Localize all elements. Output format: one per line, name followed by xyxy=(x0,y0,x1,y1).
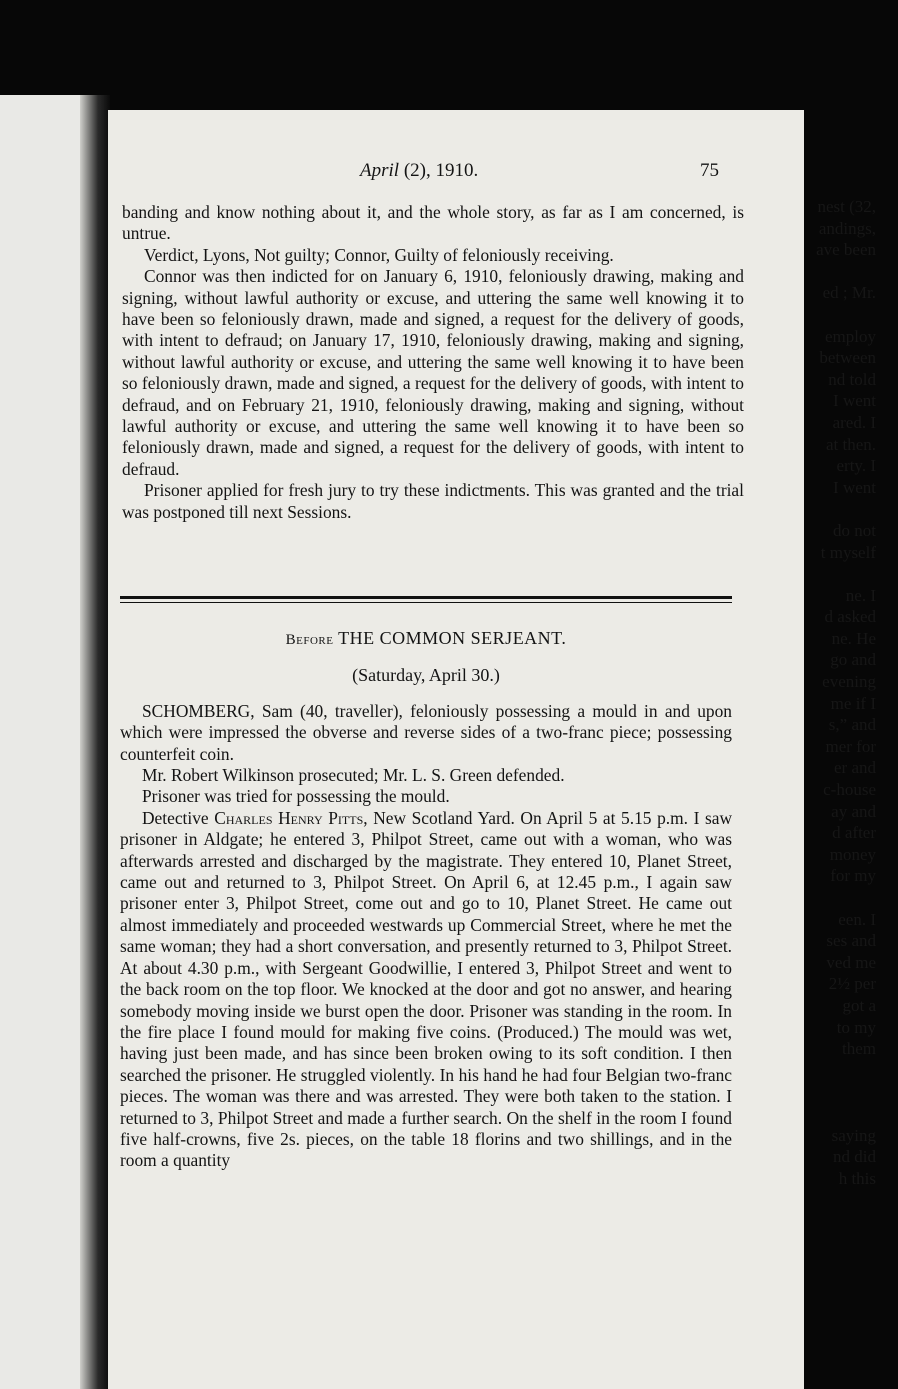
left-page-line: ne. He xyxy=(831,628,876,648)
session-date: (Saturday, April 30.) xyxy=(352,665,500,686)
left-page-line: for my xyxy=(830,866,876,886)
document-page xyxy=(108,110,804,1389)
left-page-line: them xyxy=(842,1039,876,1059)
section-divider xyxy=(120,596,732,603)
left-page-line: d after xyxy=(832,823,876,843)
page-number: 75 xyxy=(700,160,719,181)
left-page-line: me if I xyxy=(830,693,876,713)
left-page-line: employ xyxy=(825,326,876,346)
left-page-line: ared. I xyxy=(832,412,876,432)
left-page-line: I went xyxy=(833,391,876,411)
paragraph-charge: SCHOMBERG, Sam (40, traveller), feloniously possessing a mould in and upon which were impressed the obverse and reverse sides of a two-franc piece; possessing counterfeit coin. xyxy=(120,700,732,764)
left-page-line: money xyxy=(829,844,876,864)
left-page-line: I went xyxy=(833,477,876,497)
running-header xyxy=(108,160,804,190)
left-page-line: ne. I xyxy=(845,585,876,605)
trial-section xyxy=(120,628,732,1172)
left-page-line: do not xyxy=(833,520,876,540)
court-heading: Before THE COMMON SERJEANT. xyxy=(285,628,567,648)
left-page-fragment xyxy=(0,95,92,1389)
left-page-line: evening xyxy=(822,672,876,692)
continuation-text xyxy=(122,202,744,523)
left-page-line: nd told xyxy=(828,369,876,389)
left-page-line: go and xyxy=(830,650,876,670)
left-page-line: ved me xyxy=(826,952,876,972)
left-page-line: er and xyxy=(833,758,876,778)
paragraph-testimony: Detective Charles Henry Pitts, New Scotland Yard. On April 5 at 5.15 p.m. I saw prisoner in Aldgate; he entered 3, Philpot Street, came out with a woman, who was afterwards arrested and discharged by the magistrate. They entered 10, Planet Street, came out and returned to 3, Philpot Street. On April 6, at 12.45 p.m., I again saw prisoner enter 3, Philpot Street, come out and go to 10, Planet Street. He came out almost immediately and proceeded westwards up Commercial Street, where he met the same woman; they had a short conversation, and presently returned to 3, Philpot Street. At about 4.30 p.m., with Sergeant Goodwillie, I entered 3, Philpot Street and went to the back room on the top floor. We knocked at the door and got no answer, and hearing somebody moving inside we burst open the door. Prisoner was standing in the room. In the fire place I found mould for making five coins. (Produced.) The mould was wet, having just been made, and has since been broken owing to its soft condition. I then searched the prisoner. He struggled violently. In his hand he had four Belgian two-franc pieces. The woman was there and was arrested. They were both taken to the station. I returned to 3, Philpot Street and made a further search. On the shelf in the room I found five half-crowns, five 2s. pieces, on the table 18 florins and two shillings, and in the room a quantity xyxy=(120,807,733,1171)
left-page-line: nd did xyxy=(833,1147,876,1167)
left-page-line: at then. xyxy=(825,434,876,454)
paragraph-indictment: Connor was then indicted for on January 6, 1910, feloniously drawing, making and signing, without lawful authority or excuse, and uttering the same well knowing it to have been so feloniously drawn, made and signed, a request for the delivery of goods, with intent to defraud; on January 17, 1910, feloniously drawing, making and signing, without lawful authority or excuse, and uttering the same well knowing it to have been so feloniously drawn, made and signed, a request for the delivery of goods, with intent to defraud, and on February 21, 1910, feloniously drawing, making and signing, without lawful authority or excuse, and uttering the same well knowing it to have been so feloniously drawn, made and signed, a request for the delivery of goods, with intent to defraud. xyxy=(122,266,744,479)
left-page-line: s,” and xyxy=(828,715,876,735)
witness-name: Charles Henry Pitts xyxy=(214,807,364,828)
left-page-line: between xyxy=(819,348,876,368)
left-page-line: ses and xyxy=(826,931,876,951)
left-page-line: ed ; Mr. xyxy=(822,283,876,303)
left-page-line: een. I xyxy=(838,909,876,929)
left-page-line: c-house xyxy=(823,780,876,800)
paragraph-tried: Prisoner was tried for possessing the mould. xyxy=(142,786,450,807)
paragraph-verdict: Verdict, Lyons, Not guilty; Connor, Guilty of feloniously receiving. xyxy=(144,244,614,265)
left-page-line: erty. I xyxy=(836,456,876,476)
left-page-line: ay and xyxy=(831,801,876,821)
left-page-line: got a xyxy=(842,995,876,1015)
left-page-line: nest (32, xyxy=(817,197,876,216)
left-page-line: h this xyxy=(838,1168,876,1188)
paragraph-fresh-jury: Prisoner applied for fresh jury to try these indictments. This was granted and the trial was postponed till next Sessions. xyxy=(122,480,744,522)
paragraph-continuation: banding and know nothing about it, and the whole story, as far as I am concerned, is untrue. xyxy=(122,202,744,244)
left-page-line: mer for xyxy=(825,736,876,756)
left-page-line: saying xyxy=(831,1125,876,1145)
paragraph-counsel: Mr. Robert Wilkinson prosecuted; Mr. L. S. Green defended. xyxy=(142,765,565,786)
left-page-line: 2½ per xyxy=(828,974,876,994)
left-page-line: to my xyxy=(836,1017,876,1037)
book-gutter xyxy=(80,95,110,1389)
left-page-line: t myself xyxy=(820,542,876,562)
left-page-line: ave been xyxy=(816,240,876,260)
left-page-line: andings, xyxy=(818,218,876,238)
left-page-line: d asked xyxy=(824,607,876,627)
header-title: April (2), 1910. xyxy=(360,160,479,181)
